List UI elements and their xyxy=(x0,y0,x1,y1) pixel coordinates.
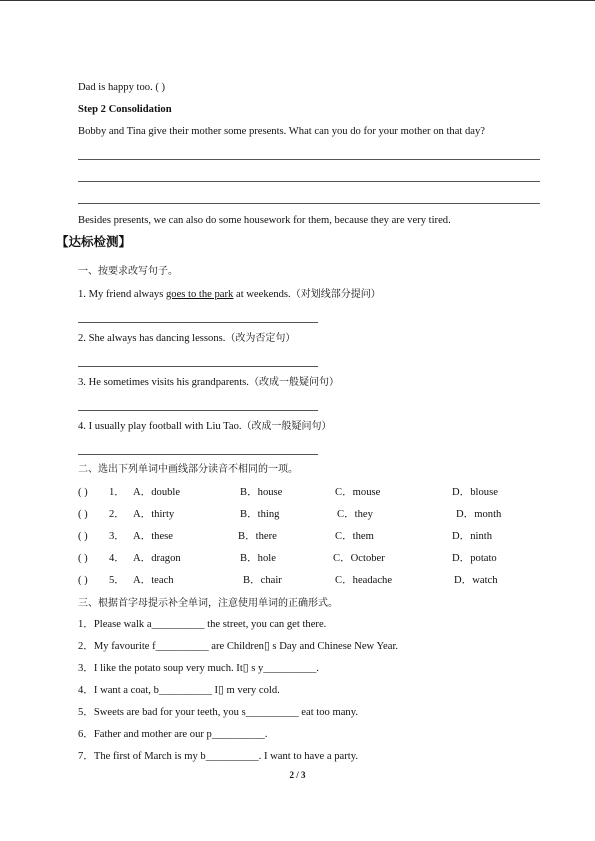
answer-paren[interactable]: ( ) xyxy=(78,575,88,586)
option-b: B．thing xyxy=(240,509,280,520)
question-number: 1． xyxy=(109,487,125,498)
option-b: B．chair xyxy=(243,575,282,586)
item-2-note: （改为否定句） xyxy=(225,333,296,344)
option-c: C．them xyxy=(335,531,374,542)
option-c: C．they xyxy=(337,509,373,520)
part1-item-1 xyxy=(78,288,381,301)
option-a: A．dragon xyxy=(133,553,181,564)
part3-item-4: 4．I want a coat, b__________ I▯ m very cold. xyxy=(78,685,280,696)
item-4-note: （改成一般疑问句） xyxy=(241,421,332,432)
item-3-note: （改成一般疑问句） xyxy=(248,377,339,388)
option-a: A．thirty xyxy=(133,509,175,520)
item-1-note: （对划线部分提问） xyxy=(290,289,381,300)
part3-heading: 三、根据首字母提示补全单词，注意使用单词的正确形式。 xyxy=(78,598,338,609)
step2-prompt: Bobby and Tina give their mother some presents. What can you do for your mother on that day? xyxy=(78,126,485,137)
page-number: 2 / 3 xyxy=(289,770,306,780)
option-a: A．double xyxy=(133,487,181,498)
answer-paren[interactable]: ( ) xyxy=(78,531,88,542)
step2-closing: Besides presents, we can also do some housework for them, because they are very tired. xyxy=(78,215,451,226)
option-a: A．these xyxy=(133,531,174,542)
option-d: D．blouse xyxy=(452,487,498,498)
option-c: C．headache xyxy=(335,575,393,586)
item-3-text: 3. He sometimes visits his grandparents. xyxy=(78,377,249,388)
answer-paren[interactable]: ( ) xyxy=(78,509,88,520)
part1-answer-line-3[interactable] xyxy=(78,410,318,411)
part1-item-4 xyxy=(78,420,332,433)
part1-answer-line-2[interactable] xyxy=(78,366,318,367)
part3-item-7: 7．The first of March is my b__________. I want to have a party. xyxy=(78,751,358,762)
item-1-pre: 1. My friend always xyxy=(78,289,166,300)
part1-heading: 一、按要求改写句子。 xyxy=(78,266,178,277)
step2-title: Step 2 Consolidation xyxy=(78,104,172,115)
option-c: C．October xyxy=(333,553,385,564)
item-1-post: at weekends. xyxy=(233,289,291,300)
question-number: 4． xyxy=(109,553,125,564)
part3-item-2: 2．My favourite f__________ are Children▯ s Day and Chinese New Year. xyxy=(78,641,399,652)
option-c: C．mouse xyxy=(335,487,381,498)
item-1-underlined: goes to the park xyxy=(165,289,234,300)
option-d: D．ninth xyxy=(452,531,493,542)
section-heading: 【达标检测】 xyxy=(56,234,132,249)
dad-happy-line: Dad is happy too. ( ) xyxy=(78,82,166,93)
item-2-text: 2. She always has dancing lessons. xyxy=(78,333,226,344)
page-top-border xyxy=(0,0,595,1)
option-b: B．hole xyxy=(240,553,276,564)
option-b: B．there xyxy=(238,531,277,542)
part3-item-1: 1．Please walk a__________ the street, you can get there. xyxy=(78,619,327,630)
answer-paren[interactable]: ( ) xyxy=(78,553,88,564)
answer-line-2[interactable] xyxy=(78,181,540,182)
part3-item-3: 3．I like the potato soup very much. It▯ s y__________. xyxy=(78,663,319,674)
part2-heading: 二、选出下列单词中画线部分读音不相同的一项。 xyxy=(78,464,298,475)
option-d: D．potato xyxy=(452,553,497,564)
part1-answer-line-1[interactable] xyxy=(78,322,318,323)
option-a: A．teach xyxy=(133,575,174,586)
part1-item-2 xyxy=(78,332,295,345)
option-b: B．house xyxy=(240,487,283,498)
part1-answer-line-4[interactable] xyxy=(78,454,318,455)
question-number: 2． xyxy=(109,509,125,520)
question-number: 5． xyxy=(109,575,125,586)
answer-line-1[interactable] xyxy=(78,159,540,160)
option-d: D．month xyxy=(456,509,502,520)
item-4-text: 4. I usually play football with Liu Tao. xyxy=(78,421,242,432)
part3-item-5: 5．Sweets are bad for your teeth, you s__________ eat too many. xyxy=(78,707,358,718)
answer-paren[interactable]: ( ) xyxy=(78,487,88,498)
part1-item-3 xyxy=(78,376,339,389)
answer-line-3[interactable] xyxy=(78,203,540,204)
part3-item-6: 6．Father and mother are our p__________. xyxy=(78,729,268,740)
question-number: 3． xyxy=(109,531,125,542)
option-d: D．watch xyxy=(454,575,498,586)
